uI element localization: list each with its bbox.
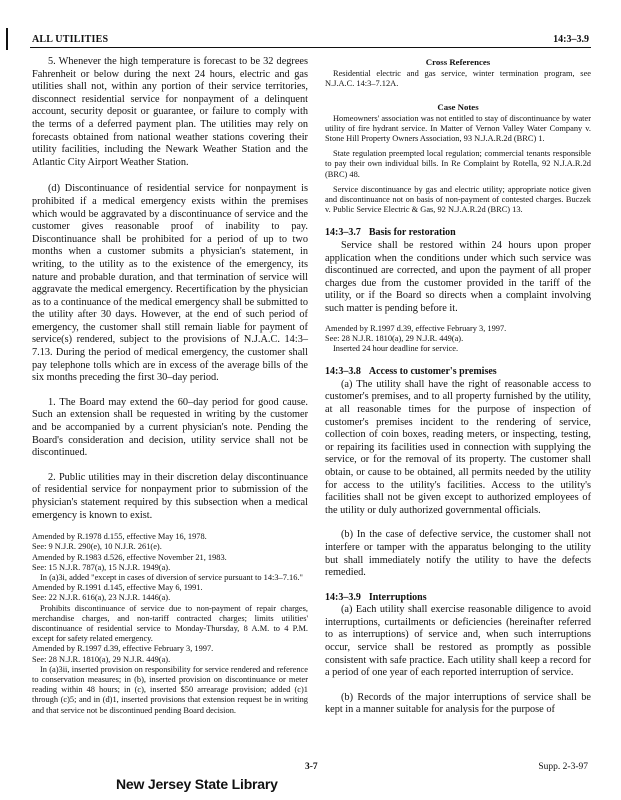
supplement-date: Supp. 2-3-97	[538, 762, 588, 772]
section-title: Access to customer's premises	[368, 366, 497, 378]
section-number: 14:3–3.7	[325, 227, 361, 239]
right-column	[325, 56, 591, 717]
section-3-7-text: Service shall be restored within 24 hours upon proper application when the conditions under which such service was discontinued are corrected, and upon the payment of all proper charges due from the customer provided in the tariff of the utility, or if the Board so directs when a complaint involving such matter is pending before it.	[325, 240, 591, 314]
history-line: Amended by R.1983 d.526, effective November 21, 1983.	[32, 552, 227, 562]
cross-references-heading: Cross References	[425, 57, 491, 67]
header-rule	[30, 47, 591, 48]
case-notes-heading: Case Notes	[437, 102, 479, 112]
paragraph-d-2: 2. Public utilities may in their discretion delay discontinuance of residential service for nonpayment prior to submission of the physician's statement required by this subsection when a medical emergency is known to exist.	[32, 471, 308, 521]
section-heading-3-7	[325, 227, 591, 240]
history-line: In (a)3ii, inserted provision on responsibility for service rendered and reference to conservation measures; in (b), inserted provision on discontinuance or meter reading within 48 hours; in (c), inserted $50 arrearage provision; added (c)1 through (c)5; and in (d)1, inserted provisions that extension request be in writing and that service not be discontinued pending Board decision.	[32, 664, 308, 715]
history-line: Amended by R.1997 d.39, effective February 3, 1997.	[325, 323, 507, 333]
paragraph-d-1: 1. The Board may extend the 60–day period for good cause. Such an extension shall be requested in writing by the customer and be accompanied by a current physician's note. Pending the Board's consideration and decision, utility service shall not be discontinued.	[32, 396, 308, 459]
history-line: Amended by R.1978 d.155, effective May 16, 1978.	[32, 532, 207, 542]
section-heading-3-9	[325, 592, 591, 605]
history-line: Inserted 24 hour deadline for service.	[333, 343, 459, 353]
history-line: Amended by R.1991 d.145, effective May 6, 1991.	[32, 583, 203, 593]
margin-bar	[6, 28, 8, 50]
section-number: 14:3–3.9	[325, 591, 361, 603]
running-header-title: ALL UTILITIES	[32, 34, 109, 45]
page-number: 3-7	[305, 762, 318, 772]
section-title: Basis for restoration	[368, 227, 456, 239]
running-header-section: 14:3–3.9	[553, 34, 589, 45]
paragraph-d: (d) Discontinuance of residential service for nonpayment is prohibited if a medical emergency exists within the premises which would be aggravated by a discontinuance of service and the customer gives reasonable proof of inability to pay. Discontinuance shall be prohibited for a period of up to two months when a customer submits a physician's statement, in writing, to the utility as to the existence of the emergency, its nature and probable duration, and that termination of service will aggravate the medical emergency. Recertification by the physician as to a continuance of the medical emergency shall be submitted to the utility after 30 days. However, at the end of such period of emergency, the customer shall still remain liable for payment of service(s) rendered, subject to the provisions of N.J.A.C. 14:3–7.13. During the period of medical emergency, the customer shall pay telephone tolls which are in excess of the average bills of the six months preceding the first 30–day period.	[32, 183, 308, 384]
left-column	[32, 56, 308, 716]
history-line: In (a)3i, added "except in cases of diversion of service pursuant to 14:3–7.16."	[40, 573, 303, 582]
section-3-9-para-b: (b) Records of the major interruptions of service shall be kept in a manner suitable for analysis for the purpose of	[325, 691, 591, 716]
section-heading-3-8	[325, 366, 591, 379]
case-note: State regulation preempted local regulation; commercial tenants responsible to pay their own individual bills. In Re Complaint by Rotella, 92 N.J.A.R.2d (BRC) 48.	[325, 149, 591, 179]
library-stamp: New Jersey State Library	[116, 776, 278, 792]
history-line: See: 28 N.J.R. 1810(a), 29 N.J.R. 449(a).	[325, 333, 464, 343]
case-note: Homeowners' association was not entitled to stay of discontinuance by water utility of fire hydrant service. In Matter of Vernon Valley Water Company v. Stone Hill Property Owners Association, 93 N.J.A.R.2d (BRC) 1.	[325, 113, 591, 143]
history-line: See: 9 N.J.R. 290(e), 10 N.J.R. 261(e).	[32, 542, 162, 552]
paragraph-5: 5. Whenever the high temperature is forecast to be 32 degrees Fahrenheit or below during the next 24 hours, electric and gas utilities shall not, within any portion of their service territories, disconnect residential service for nonpayment of a delinquent account, security deposit or guarantee, or failure to comply with the terms of a deferred payment plan. The utilities may rely on forecasts obtained from national weather stations covering their utility facilities, including the Newark Weather Station and the Atlantic City Airport Weather Station.	[32, 56, 308, 168]
section-3-8-para-a: (a) The utility shall have the right of reasonable access to customer's premises, and to all property furnished by the utility, at all reasonable times for the purpose of inspection of customer's premises incident to the rendering of service, collection of coin boxes, reading meters, or inspecting, testing, or repairing its facilities used in connection with supplying the service, or for the removal of its property. The customer shall obtain, or cause to be obtained, all permits needed by the utility for access to the utility's facilities. Access to the utility's facilities shall not be given except to authorized employees of the utility or duly authorized governmental officials.	[325, 378, 591, 516]
section-3-8-para-b: (b) In the case of defective service, the customer shall not interfere or tamper with the apparatus belonging to the utility but shall immediately notify the utility to have the defects remedied.	[325, 529, 591, 579]
history-line: See: 28 N.J.R. 1810(a), 29 N.J.R. 449(a).	[32, 654, 171, 664]
history-line: Prohibits discontinuance of service due to non-payment of repair charges, merchandise charges, and non-tariff contracted charges; limits utilities' discontinuance of residential service to Monday-Thursday, 8 A.M. to 4 P.M. except for safety related emergency.	[32, 603, 308, 644]
history-notes	[32, 532, 308, 716]
history-line: Amended by R.1997 d.39, effective February 3, 1997.	[32, 644, 214, 654]
section-3-9-para-a: (a) Each utility shall exercise reasonable diligence to avoid interruptions, curtailments or deficiencies (hereinafter referred to as interruptions) of service and, when such interruptions occur, service shall be restored as promptly as possible consistent with safe practice. Each utility shall keep a record for a period of one year of each reported interruption of service.	[325, 604, 591, 679]
history-line: See: 22 N.J.R. 616(a), 23 N.J.R. 1446(a).	[32, 593, 171, 603]
case-note: Service discontinuance by gas and electric utility; appropriate notice given and discontinuance not on basis of non-payment of contested charges. Buczek v. Public Service Electric & Gas, 92 N.J.A.R.2d (BRC) 13.	[325, 184, 591, 215]
history-line: See: 15 N.J.R. 787(a), 15 N.J.R. 1949(a).	[32, 562, 171, 572]
section-title: Interruptions	[368, 591, 427, 603]
section-number: 14:3–3.8	[325, 366, 361, 378]
cross-references-text: Residential electric and gas service, winter termination program, see N.J.A.C. 14:3–7.12A.	[325, 68, 591, 88]
